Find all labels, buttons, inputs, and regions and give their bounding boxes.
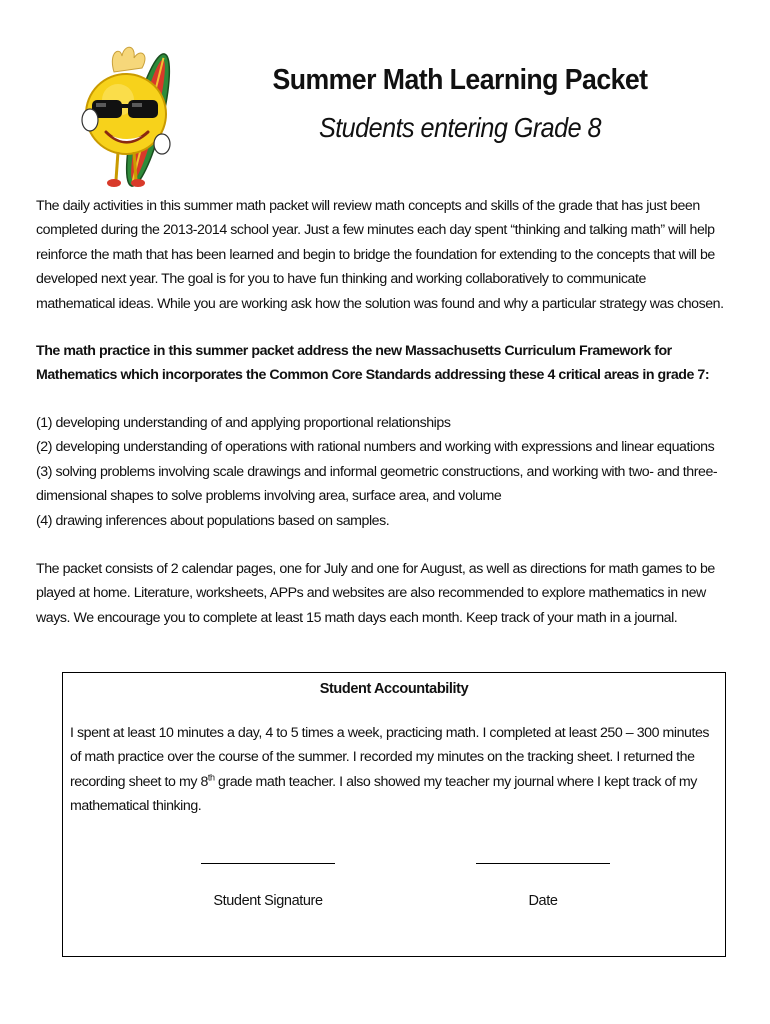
statement-text-continued: grade math teacher. I also showed my teacher my journal where I kept track of my mathematical thinking. [70,773,697,815]
accountability-box [62,672,726,957]
page-subtitle: Students entering Grade 8 [318,112,602,143]
accountability-title: Student Accountability [319,681,469,697]
packet-info-paragraph: The packet consists of 2 calendar pages, one for July and one for August, as well as directions for math games to be played at home. Literature, worksheets, APPs and websites are also recommended to explore mathematics in new ways. We encourage you to complete at least 15 math days each month. Keep track of your math in a journal. [36,561,715,626]
critical-areas-list [36,411,726,533]
list-item: (1) developing understanding of and applying proportional relationships [36,415,451,431]
list-item: (2) developing understanding of operations with rational numbers and working with expressions and linear equations [36,439,715,456]
list-item: (3) solving problems involving scale drawings and informal geometric constructions, and working with two- and three-dimensional shapes to solve problems involving area, surface area, and volume [36,463,718,505]
accountability-statement [70,721,718,819]
framework-paragraph: The math practice in this summer packet address the new Massachusetts Curriculum Framework for Mathematics which incorporates the Common Core Standards addressing these 4 critical areas in grade 7: [36,343,710,384]
intro-paragraph: The daily activities in this summer math packet will review math concepts and skills of the grade that has just been completed during the 2013-2014 school year. Just a few minutes each day spent “thinking and talking math” will help reinforce the math that has been learned and begin to bridge the foundation for extending to the concepts that will be developed next year. The goal is for you to have fun thinking and working collaboratively to communicate mathematical ideas. While you are working ask how the solution was found and why a particular strategy was chosen. [36,198,724,312]
list-item: (4) drawing inferences about populations based on samples. [36,512,390,529]
student-signature-label: Student Signature [213,893,323,909]
date-line[interactable] [476,863,610,864]
student-signature-line[interactable] [201,863,335,864]
sun-mascot-image [78,40,178,192]
page-title: Summer Math Learning Packet [272,64,648,96]
statement-text: I spent at least 10 minutes a day, 4 to 5 times a week, practicing math. I completed at least 250 – 300 minutes of math practice over the course of the summer. I recorded my minutes on the tracking sheet. I returned the recording sheet to my 8 [70,725,710,790]
ordinal-suffix: th [207,772,215,783]
date-label: Date [528,893,558,909]
